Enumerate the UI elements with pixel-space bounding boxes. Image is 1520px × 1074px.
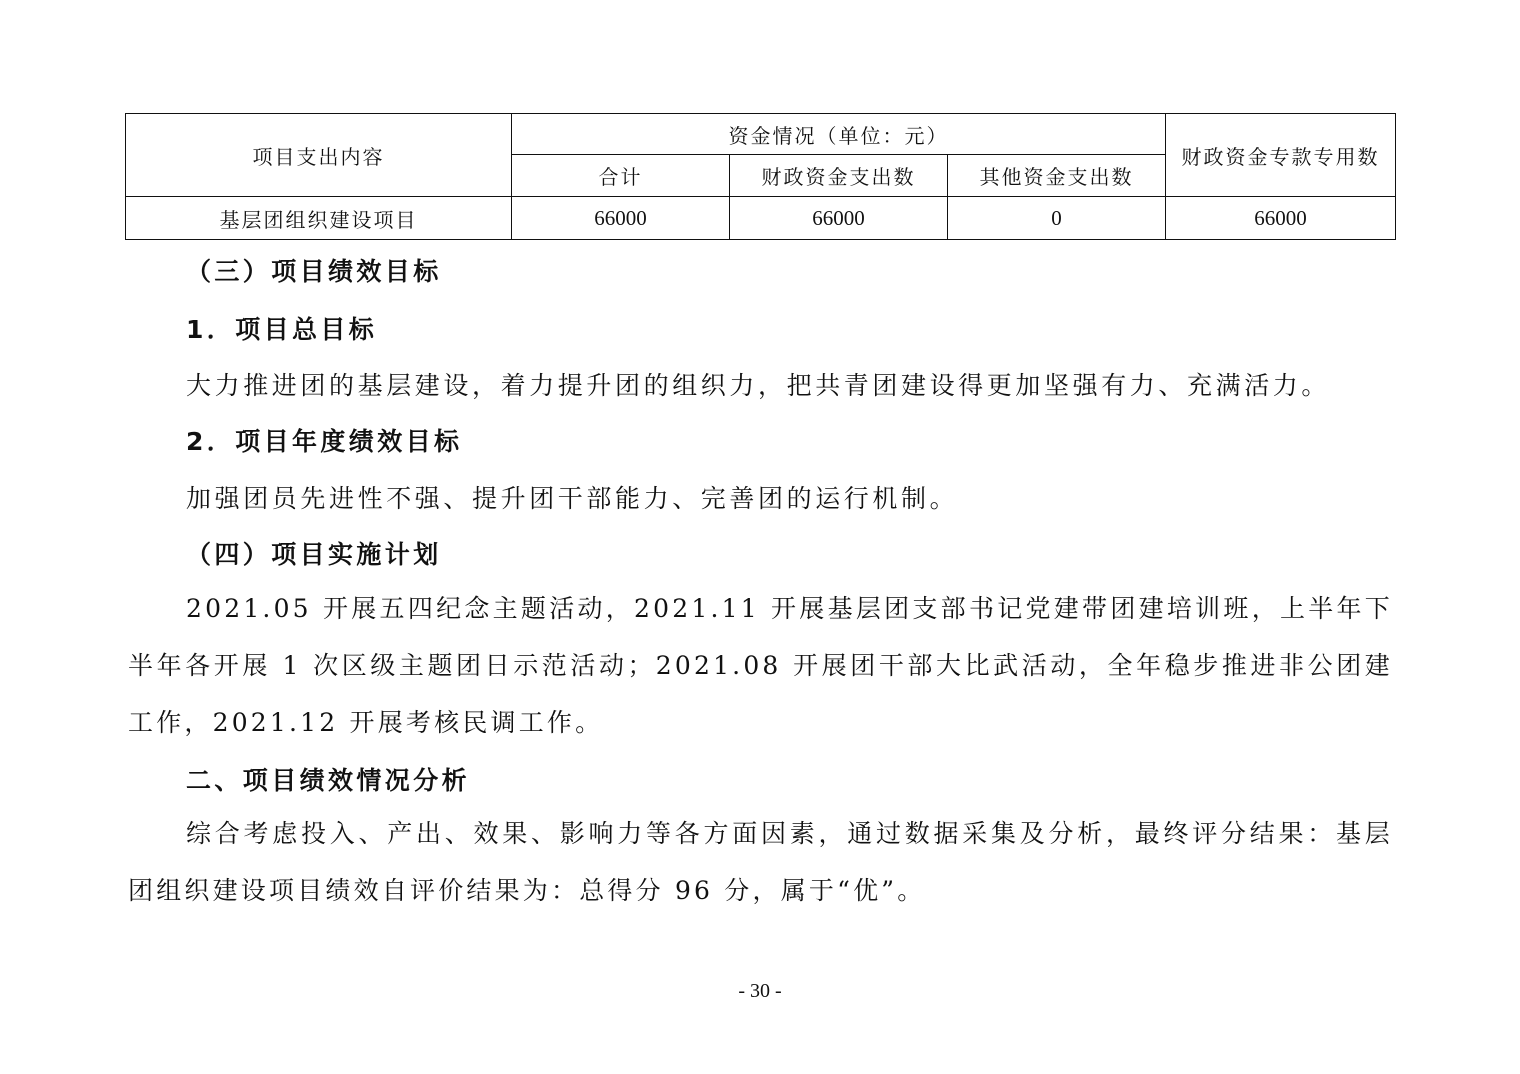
part-2-paragraph: 综合考虑投入、产出、效果、影响力等各方面因素，通过数据采集及分析，最终评分结果：基层团组织建设项目绩效自评价结果为：总得分 96 分，属于“优”。 [128, 819, 1393, 905]
cell-total: 66000 [512, 197, 730, 240]
cell-fiscal: 66000 [730, 197, 948, 240]
part-2-heading: 二、项目绩效情况分析 [186, 766, 471, 795]
table-row [126, 197, 1396, 240]
header-special-fund: 财政资金专款专用数 [1166, 114, 1396, 197]
header-other-expense: 其他资金支出数 [948, 155, 1166, 197]
fund-table [125, 113, 1396, 240]
header-fund-status: 资金情况（单位：元） [512, 114, 1166, 155]
subsection-1-heading: 1．项目总目标 [186, 315, 378, 344]
header-fiscal-expense: 财政资金支出数 [730, 155, 948, 197]
table-header-row [126, 114, 1396, 155]
section-4-paragraph: 2021.05 开展五四纪念主题活动，2021.11 开展基层团支部书记党建带团建培训班，上半年下半年各开展 1 次区级主题团日示范活动；2021.08 开展团干部大比武活动，全年稳步推进非公团建工作，2021.12 开展考核民调工作。 [128, 594, 1393, 737]
cell-other: 0 [948, 197, 1166, 240]
cell-special: 66000 [1166, 197, 1396, 240]
cell-project-name: 基层团组织建设项目 [126, 197, 512, 240]
header-total: 合计 [512, 155, 730, 197]
section-4-heading: （四）项目实施计划 [186, 540, 442, 569]
header-item-content: 项目支出内容 [126, 114, 512, 197]
subsection-2-heading: 2．项目年度绩效目标 [186, 427, 463, 456]
section-3-heading: （三）项目绩效目标 [186, 257, 442, 286]
subsection-1-text: 大力推进团的基层建设，着力提升团的组织力，把共青团建设得更加坚强有力、充满活力。 [186, 371, 1331, 400]
subsection-2-text: 加强团员先进性不强、提升团干部能力、完善团的运行机制。 [186, 484, 959, 513]
page-number: - 30 - [738, 980, 782, 1002]
